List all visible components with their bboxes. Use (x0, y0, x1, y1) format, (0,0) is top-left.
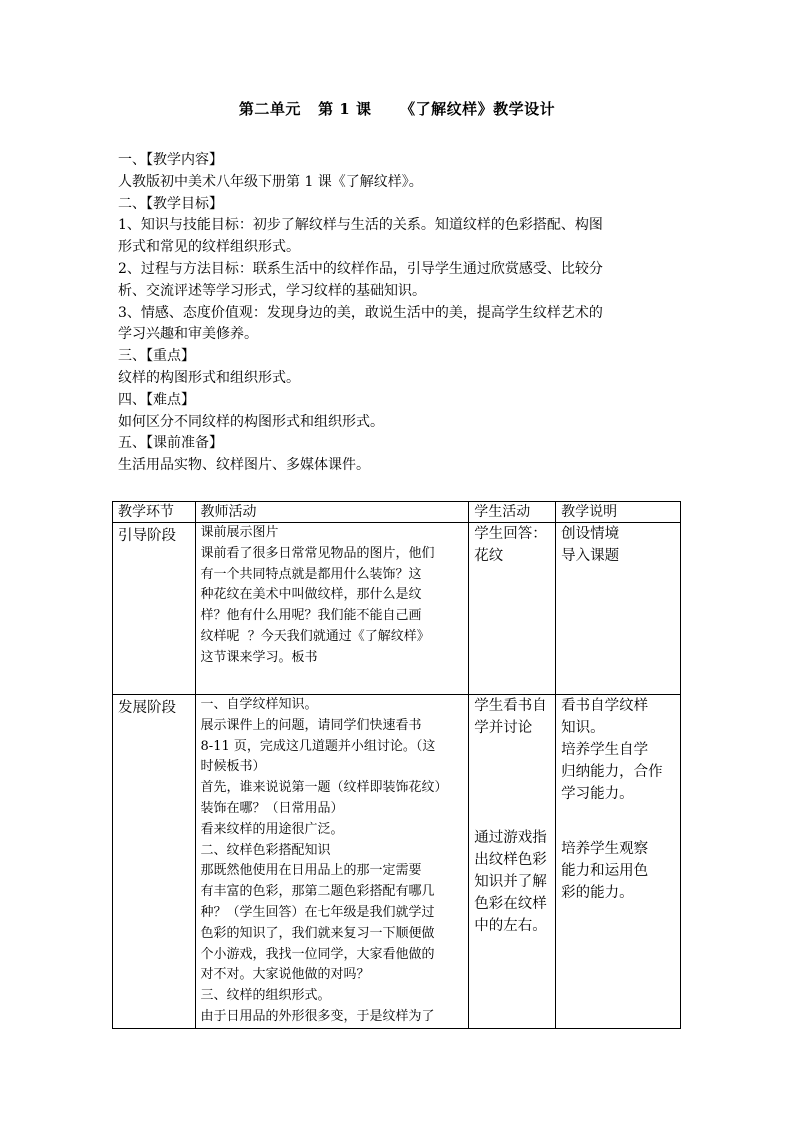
objective-line: 3、情感、态度价值观：发现身边的美，敢说生活中的美，提高学生纹样艺术的 (118, 304, 603, 321)
notes-cell (556, 695, 681, 1029)
teacher-line: 种？（学生回答）在七年级是我们就学过 (200, 904, 435, 920)
spacer (561, 805, 677, 838)
notes-line: 知识。 (561, 720, 605, 736)
student-line: 通过游戏指 (474, 830, 547, 846)
document-body (118, 150, 688, 477)
teacher-line: 由于日用品的外形很多变，于是纹样为了 (200, 1008, 435, 1024)
student-line: 出纹样色彩 (474, 852, 547, 868)
teacher-line: 首先，谁来说说第一题（纹样即装饰花纹） (200, 780, 448, 796)
objective-line: 1、知识与技能目标：初步了解纹样与生活的关系。知道纹样的色彩搭配、构图 (118, 217, 603, 234)
student-activity-cell (469, 695, 556, 1029)
teacher-line: 样？他有什么用呢？我们能不能自己画 (200, 608, 422, 624)
table-header-row (113, 502, 681, 523)
teacher-line: 有一个共同特点就是都用什么装饰？这 (200, 566, 422, 582)
section-heading-objectives: 二、【教学目标】 (118, 195, 223, 212)
student-line: 学生看书自 (474, 698, 547, 714)
teacher-line: 那既然他使用在日用品上的那一定需要 (200, 863, 422, 879)
student-line: 色彩在纹样 (474, 896, 547, 912)
notes-line: 导入课题 (561, 548, 620, 564)
teacher-line: 展示课件上的问题，请同学们快速看书 (200, 717, 422, 733)
teacher-line: 有丰富的色彩，那第二题色彩搭配有哪几 (200, 884, 435, 900)
notes-line: 彩的能力。 (561, 885, 634, 901)
title-unit: 第二单元 (238, 100, 301, 118)
teacher-line: 课前展示图片 (200, 525, 279, 540)
title-lesson: 第 1 课 (318, 100, 372, 118)
teacher-line: 色彩的知识了，我们就来复习一下顺便做 (200, 925, 435, 941)
teacher-line: 装饰在哪？（日常用品） (200, 800, 344, 816)
notes-line: 归纳能力，合作 (561, 764, 663, 780)
header-teacher-activity: 教师活动 (195, 502, 469, 523)
notes-line: 培养学生观察 (561, 841, 649, 857)
notes-line: 培养学生自学 (561, 742, 649, 758)
teacher-line: 二、纹样色彩搭配知识 (200, 842, 331, 858)
table-row (113, 523, 681, 695)
stage-cell: 发展阶段 (113, 695, 196, 1029)
notes-line: 能力和运用色 (561, 863, 649, 879)
section-heading-content: 一、【教学内容】 (118, 152, 223, 168)
header-student-activity: 学生活动 (469, 502, 556, 523)
teacher-line: 课前看了很多日常常见物品的图片，他们 (200, 545, 435, 561)
objective-line: 析、交流评述等学习形式，学习纹样的基础知识。 (118, 282, 426, 299)
teacher-line: 三、纹样的组织形式。 (200, 988, 331, 1004)
notes-cell (556, 523, 681, 695)
notes-line: 学习能力。 (561, 786, 634, 802)
section-text-preparation: 生活用品实物、纹样图片、多媒体课件。 (118, 457, 370, 474)
student-line: 学生回答： (474, 526, 547, 542)
section-heading-difficulties: 四、【难点】 (118, 391, 195, 408)
teacher-line: 看来纹样的用途很广泛。 (200, 821, 344, 837)
teacher-line: 这节课来学习。板书 (200, 649, 318, 665)
student-line: 学并讨论 (474, 720, 533, 736)
section-text-key-points: 纹样的构图形式和组织形式。 (118, 369, 300, 386)
header-stage: 教学环节 (113, 502, 196, 523)
notes-line: 创设情境 (561, 526, 620, 542)
stage-cell: 引导阶段 (113, 523, 196, 695)
objective-line: 学习兴趣和审美修养。 (118, 326, 258, 343)
teacher-activity-cell (195, 523, 469, 695)
teacher-activity-cell (195, 695, 469, 1029)
spacer (474, 739, 552, 827)
teacher-line: 时候板书） (200, 759, 266, 775)
table-row (113, 695, 681, 1029)
teacher-line: 8-11 页，完成这几道题并小组讨论。（这 (200, 738, 436, 754)
document-title (0, 98, 794, 119)
teacher-line: 个小游戏，我找一位同学，大家看他做的 (200, 946, 435, 962)
teacher-line: 种花纹在美术中叫做纹样，那什么是纹 (200, 587, 422, 603)
student-line: 知识并了解 (474, 874, 547, 890)
student-activity-cell (469, 523, 556, 695)
objective-line: 形式和常见的纹样组织形式。 (118, 239, 300, 256)
teacher-line: 对不对。大家说他做的对吗？ (200, 967, 370, 983)
objective-line: 2、过程与方法目标：联系生活中的纹样作品，引导学生通过欣赏感受、比较分 (118, 260, 603, 277)
section-heading-key-points: 三、【重点】 (118, 348, 195, 365)
section-heading-preparation: 五、【课前准备】 (118, 435, 223, 452)
student-line: 中的左右。 (474, 918, 547, 934)
section-text-difficulties: 如何区分不同纹样的构图形式和组织形式。 (118, 413, 384, 430)
header-notes: 教学说明 (556, 502, 681, 523)
title-name: 《了解纹样》教学设计 (400, 100, 556, 118)
notes-line: 看书自学纹样 (561, 698, 649, 714)
teacher-line: 纹样呢 ？今天我们就通过《了解纹样》 (200, 628, 430, 644)
student-line: 花纹 (474, 548, 504, 564)
teacher-line: 一、自学纹样知识。 (200, 697, 318, 712)
lesson-plan-table (112, 501, 681, 1029)
section-text-content: 人教版初中美术八年级下册第 1 课《了解纹样》。 (118, 173, 423, 190)
